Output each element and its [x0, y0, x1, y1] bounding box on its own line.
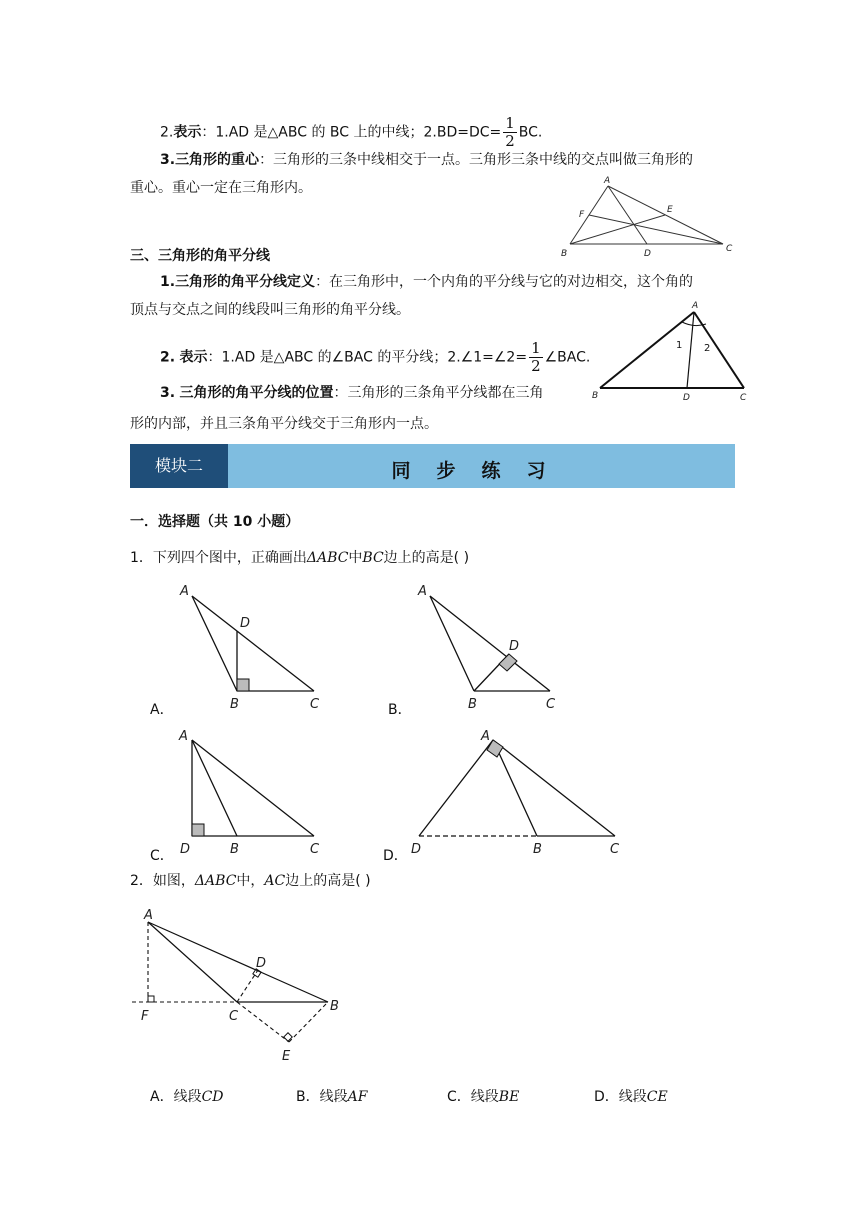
- svg-text:A: A: [481, 729, 490, 744]
- svg-text:C: C: [610, 842, 620, 857]
- svg-text:B: B: [230, 842, 239, 857]
- q1-option-a[interactable]: A．: [150, 702, 174, 718]
- question-1-stem: 1．下列四个图中，正确画出ΔABC中BC边上的高是( ): [130, 550, 470, 566]
- svg-text:B: B: [468, 697, 477, 712]
- q2-option-c[interactable]: C．线段BE: [447, 1089, 520, 1105]
- svg-text:E: E: [282, 1049, 291, 1064]
- svg-text:C: C: [546, 697, 556, 712]
- svg-text:C: C: [310, 697, 320, 712]
- svg-text:B: B: [230, 697, 239, 712]
- bisector-heading: 三、三角形的角平分线: [130, 248, 270, 264]
- label-b: B: [561, 249, 568, 259]
- label-e: E: [667, 205, 673, 215]
- svg-text:A: A: [179, 729, 188, 744]
- label-d: D: [683, 393, 690, 403]
- svg-text:C: C: [229, 1009, 239, 1024]
- q2-option-b[interactable]: B．线段AF: [296, 1089, 368, 1105]
- label-a: A: [692, 301, 699, 311]
- module-banner: [130, 444, 735, 488]
- centroid-figure: [555, 172, 740, 262]
- bisector-definition-line2: 顶点与交点之间的线段叫三角形的角平分线。: [130, 302, 410, 318]
- question-2-stem: 2．如图，ΔABC中，AC边上的高是( ): [130, 873, 371, 889]
- q2-option-a[interactable]: A．线段CD: [150, 1089, 224, 1105]
- choice-section-heading: 一．选择题（共 10 小题）: [130, 514, 300, 530]
- q1-option-b[interactable]: B．: [388, 702, 412, 718]
- angle-2-label: 2: [704, 343, 711, 354]
- centroid-definition-line1: 3.三角形的重心：三角形的三条中线相交于一点。三角形三条中线的交点叫做三角形的: [160, 152, 694, 168]
- q2-option-d[interactable]: D．线段CE: [594, 1089, 668, 1105]
- q1-figure-c: [170, 726, 330, 858]
- centroid-definition-line2: 重心。重心一定在三角形内。: [130, 180, 312, 196]
- svg-text:F: F: [141, 1009, 149, 1024]
- module-title: 同步练习: [391, 460, 572, 482]
- bisector-definition-line1: 1.三角形的角平分线定义：在三角形中，一个内角的平分线与它的对边相交，这个角的: [160, 274, 694, 290]
- module-tag: 模块二: [130, 444, 228, 488]
- q1-figure-b: [410, 578, 570, 716]
- q2-figure: [128, 904, 348, 1064]
- label-d: D: [644, 249, 651, 259]
- bisector-notation-line: 2. 表示：1.AD 是△ABC 的∠BAC 的平分线；2.∠1=∠2= $\frac{1}{2}$ ∠BAC.: [160, 339, 591, 375]
- svg-text:D: D: [411, 842, 422, 857]
- svg-text:C: C: [310, 842, 320, 857]
- label-a: A: [604, 176, 611, 186]
- q1-figure-d: [405, 726, 635, 858]
- svg-text:A: A: [418, 584, 427, 599]
- angle-1-label: 1: [676, 340, 683, 351]
- label-c: C: [740, 393, 747, 403]
- label-c: C: [726, 244, 733, 254]
- fraction-half: $\frac{1}{2}$: [505, 114, 515, 150]
- svg-text:A: A: [180, 584, 189, 599]
- svg-text:D: D: [509, 639, 520, 654]
- svg-text:B: B: [330, 999, 339, 1014]
- label-b: B: [592, 391, 599, 401]
- q1-option-d[interactable]: D．: [383, 848, 408, 864]
- svg-text:B: B: [533, 842, 542, 857]
- bisector-position-line2: 形的内部，并且三条角平分线交于三角形内一点。: [130, 416, 438, 432]
- bisector-figure: [588, 296, 760, 408]
- svg-text:D: D: [256, 956, 267, 971]
- label-f: F: [579, 210, 585, 220]
- q1-option-c[interactable]: C．: [150, 848, 174, 864]
- svg-text:A: A: [144, 908, 153, 923]
- median-notation-line: 2.表示：1.AD 是△ABC 的 BC 上的中线；2.BD=DC= $\frac{1}{2}$ BC.: [160, 114, 543, 150]
- fraction-half-2: $\frac{1}{2}$: [531, 339, 541, 375]
- svg-text:D: D: [240, 616, 251, 631]
- bisector-position-line1: 3. 三角形的角平分线的位置：三角形的三条角平分线都在三角: [160, 385, 544, 401]
- q1-figure-a: [170, 578, 330, 716]
- svg-text:D: D: [180, 842, 191, 857]
